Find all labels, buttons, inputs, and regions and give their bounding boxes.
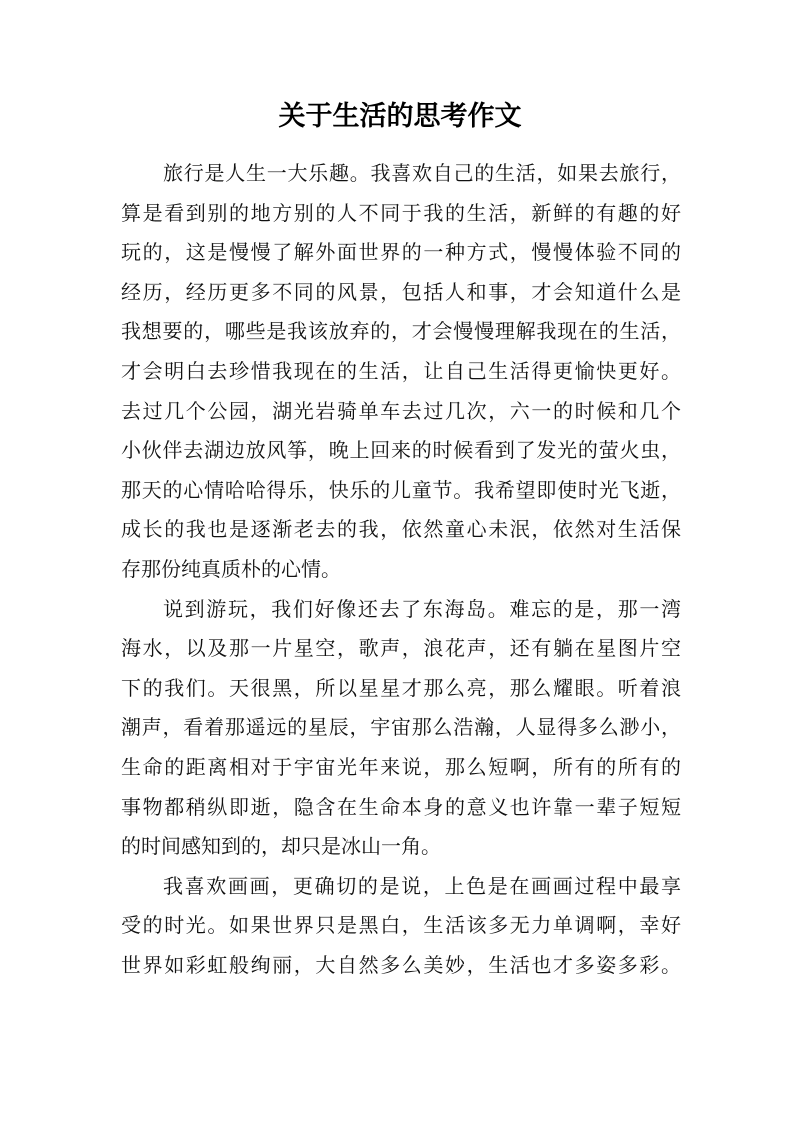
paragraph-line: 去过几个公园，湖光岩骑单车去过几次，六一的时候和几个	[121, 398, 681, 423]
paragraph-line: 世界如彩虹般绚丽，大自然多么美妙，生活也才多姿多彩。	[121, 952, 681, 977]
document-title: 关于生活的思考作文	[278, 101, 522, 132]
paragraph-line: 说到游玩，我们好像还去了东海岛。难忘的是，那一湾	[163, 596, 681, 621]
paragraph-3	[121, 867, 681, 986]
paragraph-line: 成长的我也是逐渐老去的我，依然童心未泯，依然对生活保	[121, 517, 681, 542]
paragraph-line: 算是看到别的地方别的人不同于我的生活，新鲜的有趣的好	[121, 200, 681, 225]
paragraph-line: 存那份纯真质朴的心情。	[121, 556, 341, 581]
paragraph-line: 那天的心情哈哈得乐，快乐的儿童节。我希望即使时光飞逝，	[121, 477, 681, 502]
paragraph-line: 才会明白去珍惜我现在的生活，让自己生活得更愉快更好。	[121, 358, 681, 383]
paragraph-line: 事物都稍纵即逝，隐含在生命本身的意义也许靠一辈子短短	[121, 794, 681, 819]
paragraph-line: 海水，以及那一片星空，歌声，浪花声，还有躺在星图片空	[121, 636, 681, 661]
paragraph-line: 经历，经历更多不同的风景，包括人和事，才会知道什么是	[121, 279, 681, 304]
paragraph-line: 我想要的，哪些是我该放弃的，才会慢慢理解我现在的生活，	[121, 319, 681, 344]
paragraph-line: 玩的，这是慢慢了解外面世界的一种方式，慢慢体验不同的	[121, 240, 681, 265]
paragraph-line: 的时间感知到的，却只是冰山一角。	[121, 834, 441, 859]
document-body	[121, 154, 681, 985]
paragraph-2	[121, 590, 681, 867]
paragraph-line: 潮声，看着那遥远的星辰，宇宙那么浩瀚，人显得多么渺小，	[121, 715, 681, 740]
paragraph-line: 受的时光。如果世界只是黑白，生活该多无力单调啊，幸好	[121, 913, 681, 938]
paragraph-1	[121, 154, 681, 590]
paragraph-line: 下的我们。天很黑，所以星星才那么亮，那么耀眼。听着浪	[121, 675, 681, 700]
paragraph-line: 我喜欢画画，更确切的是说，上色是在画画过程中最享	[163, 873, 681, 898]
paragraph-line: 小伙伴去湖边放风筝，晚上回来的时候看到了发光的萤火虫，	[121, 438, 681, 463]
paragraph-line: 生命的距离相对于宇宙光年来说，那么短啊，所有的所有的	[121, 754, 681, 779]
paragraph-line: 旅行是人生一大乐趣。我喜欢自己的生活，如果去旅行，	[163, 161, 681, 185]
